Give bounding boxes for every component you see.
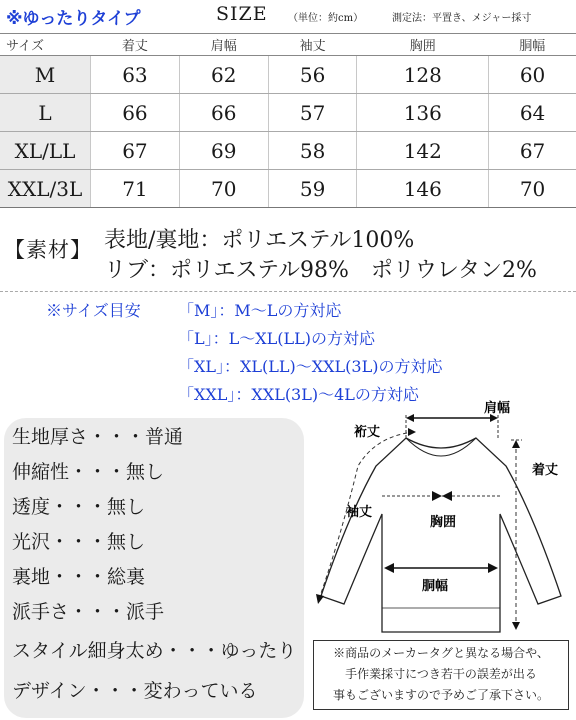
size-cell: M	[0, 56, 91, 94]
table-cell: 67	[91, 132, 180, 170]
table-cell: 66	[179, 94, 268, 132]
table-cell: 71	[91, 170, 180, 208]
table-cell: 128	[357, 56, 489, 94]
table-cell: 60	[489, 56, 576, 94]
label-sleeve: 袖丈	[346, 505, 373, 520]
garment-outline	[321, 438, 561, 632]
type-title: ※ゆったりタイプ	[6, 9, 141, 29]
property-flashiness: 派手さ・・・派手	[12, 601, 165, 623]
size-cell: XXL/3L	[0, 170, 91, 208]
size-table	[0, 33, 576, 208]
table-cell: 57	[268, 94, 357, 132]
property-stretch: 伸縮性・・・無し	[12, 461, 165, 483]
col-shoulder: 肩幅	[179, 34, 268, 56]
property-lining: 裏地・・・総裏	[12, 566, 146, 588]
size-cell: L	[0, 94, 91, 132]
property-thickness: 生地厚さ・・・普通	[12, 426, 184, 448]
table-cell: 146	[357, 170, 489, 208]
garment-diagram	[306, 396, 576, 641]
property-design: デザイン・・・変わっている	[12, 680, 258, 702]
size-guide-line: 「XL」：XL(LL)～XXL(3L)の方対応	[178, 357, 443, 376]
size-cell: XL/LL	[0, 132, 91, 170]
size-guide-line: 「XXL」：XXL(3L)～4Lの方対応	[178, 385, 419, 404]
table-cell: 66	[91, 94, 180, 132]
table-cell: 67	[489, 132, 576, 170]
table-cell: 64	[489, 94, 576, 132]
property-gloss: 光沢・・・無し	[12, 531, 146, 553]
material-label: 【素材】	[4, 238, 92, 262]
table-cell: 142	[357, 132, 489, 170]
section-divider	[0, 291, 576, 292]
table-cell: 58	[268, 132, 357, 170]
table-row	[0, 94, 576, 132]
material-line-rib: リブ：ポリエステル98% ポリウレタン2%	[104, 258, 537, 283]
material-line-outer: 表地/裏地：ポリエステル100%	[104, 228, 415, 253]
note-line: 事もございますので予めご了承下さい。	[332, 688, 549, 702]
col-sleeve: 袖丈	[268, 34, 357, 56]
property-fit: スタイル細身太め・・・ゆったり	[12, 640, 297, 662]
table-cell: 136	[357, 94, 489, 132]
size-heading: SIZE	[216, 3, 268, 25]
label-raglan: 裄丈	[354, 425, 381, 440]
table-cell: 56	[268, 56, 357, 94]
table-cell: 62	[179, 56, 268, 94]
note-line: 手作業採寸につき若干の誤差が出る	[345, 667, 537, 681]
size-guide-line: 「M」：M～Lの方対応	[178, 301, 342, 320]
table-cell: 59	[268, 170, 357, 208]
property-transparency: 透度・・・無し	[12, 496, 146, 518]
note-line: ※商品のメーカータグと異なる場合や、	[333, 646, 549, 660]
table-cell: 63	[91, 56, 180, 94]
label-shoulder: 肩幅	[484, 401, 511, 416]
disclaimer-note	[313, 640, 569, 710]
table-cell: 70	[489, 170, 576, 208]
col-chest: 胸囲	[357, 34, 489, 56]
col-size: サイズ	[0, 34, 91, 56]
size-guide-line: 「L」：L～XL(LL)の方対応	[178, 329, 376, 348]
label-length: 着丈	[532, 463, 559, 478]
table-cell: 70	[179, 170, 268, 208]
method-note: 測定法：平置き、メジャー採寸	[392, 13, 532, 24]
size-guide-label: ※サイズ目安	[46, 301, 141, 320]
col-length: 着丈	[91, 34, 180, 56]
col-body: 胴幅	[489, 34, 576, 56]
table-cell: 69	[179, 132, 268, 170]
table-row	[0, 132, 576, 170]
unit-note: （単位：約cm）	[288, 13, 364, 24]
label-body: 胴幅	[422, 579, 449, 594]
size-table-header	[0, 34, 576, 56]
label-chest: 胸囲	[430, 515, 457, 530]
table-row	[0, 170, 576, 208]
table-row	[0, 56, 576, 94]
